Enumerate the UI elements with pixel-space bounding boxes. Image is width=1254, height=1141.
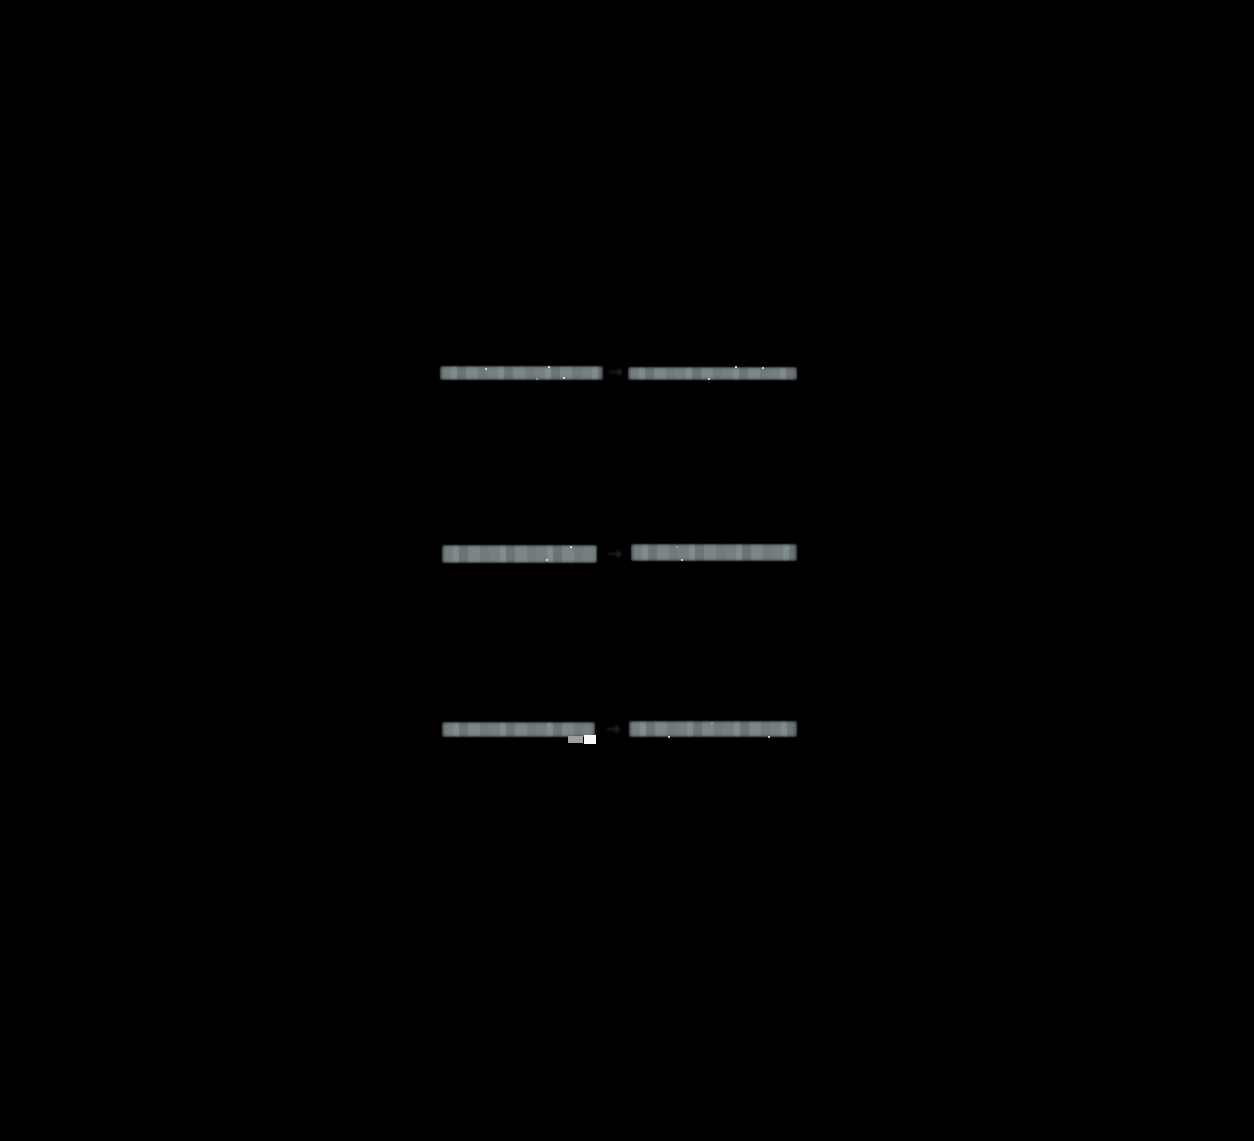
redacted-row-2-arrow-separator	[598, 545, 630, 564]
pixel-speck	[668, 736, 670, 738]
pixel-speck	[788, 547, 790, 549]
pixel-speck	[762, 367, 764, 369]
redacted-row-2-right-blurred-text-bar	[631, 544, 797, 561]
pixel-speck	[563, 377, 565, 379]
pixel-speck	[485, 368, 487, 370]
pixel-speck	[768, 736, 770, 738]
pixel-speck	[735, 366, 737, 368]
redacted-row-3-right-blurred-text-bar	[629, 721, 797, 737]
pixel-speck	[546, 559, 548, 561]
pixel-speck	[676, 546, 678, 548]
pixel-speck	[548, 366, 550, 368]
redacted-row-3-left-blurred-text-bar	[442, 722, 595, 737]
pixel-speck	[681, 559, 683, 561]
bright-pixel-patch	[568, 736, 583, 743]
redacted-row-2-left-blurred-text-bar	[442, 545, 597, 563]
bright-pixel-patch	[584, 735, 596, 744]
arrow-right-icon: →	[605, 719, 620, 739]
redacted-row-1-right-blurred-text-bar	[628, 367, 797, 380]
redacted-row-1-arrow-separator	[602, 363, 628, 381]
redacted-row-3-arrow-separator	[596, 720, 629, 739]
arrow-right-icon: →	[608, 361, 622, 382]
redacted-row-1-left-blurred-text-bar	[440, 366, 603, 380]
pixel-speck	[570, 546, 572, 548]
pixel-speck	[708, 378, 710, 380]
pixel-speck	[711, 722, 713, 724]
pixel-speck	[548, 724, 550, 726]
arrow-right-icon: →	[607, 544, 621, 564]
pixel-speck	[536, 378, 538, 380]
